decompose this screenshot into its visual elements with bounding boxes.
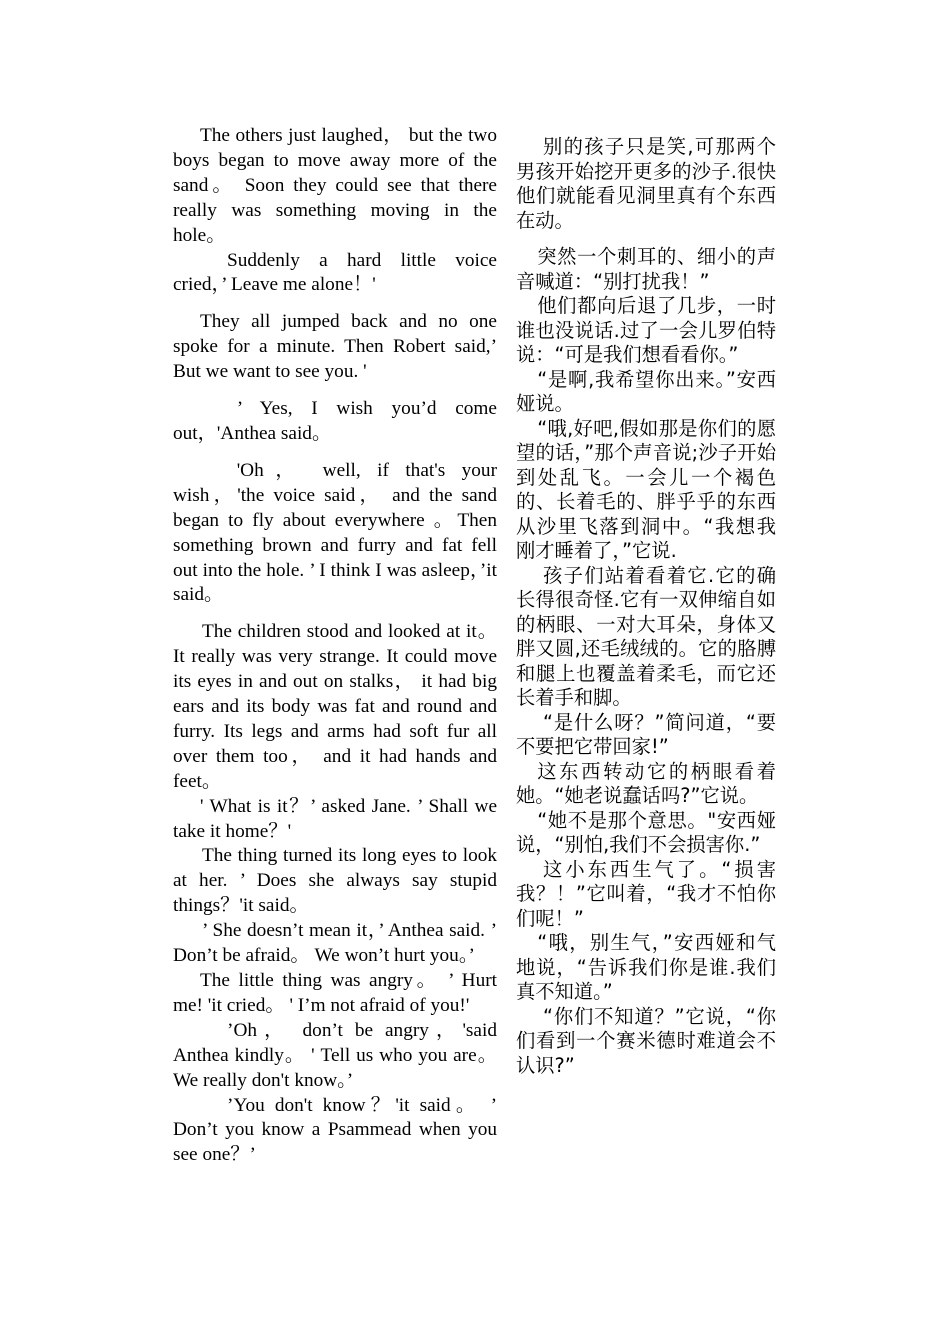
en-paragraph: ’ Yes, I wish you’d come out，'Anthea said。 [173, 398, 497, 444]
en-paragraph: The others just laughed， but the two boys began to move away more of the sand。 Soon they could see that there really was something moving in the hole。 [173, 125, 497, 246]
zh-paragraph: 这小东西生气了。“损害我？！”它叫着，“我才不怕你们呢！” [516, 857, 776, 930]
en-paragraph: They all jumped back and no one spoke for a minute. Then Robert said,’ But we want to see you. ' [173, 311, 497, 383]
zh-paragraph: “是啊,我希望你出来。”安西娅说。 [516, 367, 776, 415]
en-paragraph: ’Oh， don’t be angry，'said Anthea kindly。 ' Tell us who you are。 We really don't know。’ [173, 1019, 497, 1091]
en-paragraph: ’ She doesn’t mean it，’ Anthea said. ’ Don’t be afraid。 We won’t hurt you。’ [173, 920, 497, 967]
en-paragraph: ’You don't know？'it said。 ’ Don’t you know a Psammead when you see one？’ [173, 1094, 497, 1166]
zh-paragraph: 孩子们站着看着它.它的确长得很奇怪.它有一双伸缩自如的柄眼、一对大耳朵，身体又胖又圆,还毛绒绒的。它的胳膊和腿上也覆盖着柔毛，而它还长着手和脚。 [516, 563, 776, 709]
chinese-column [516, 135, 776, 1078]
zh-paragraph: “是什么呀？”简问道，“要不要把它带回家!” [516, 710, 776, 758]
en-paragraph: The little thing was angry。 ’ Hurt me! 'it cried。 ' I’m not afraid of you!' [173, 970, 497, 1016]
zh-paragraph: “你们不知道？”它说，“你们看到一个赛米德时难道会不认识?” [516, 1004, 776, 1077]
zh-paragraph: 他们都向后退了几步，一时谁也没说话.过了一会儿罗伯特说：“可是我们想看看你。” [516, 294, 776, 366]
en-paragraph: Suddenly a hard little voice cried，’ Leave me alone！' [173, 249, 497, 296]
zh-paragraph: 突然一个刺耳的、细小的声音喊道：“别打扰我！” [516, 245, 776, 293]
en-paragraph: 'Oh， well, if that's your wish，'the voice said， and the sand began to fly about everywhere 。Then something brown and furry and fat fell out into the hole. ’ I think I was asleep，’it said。 [173, 459, 497, 606]
zh-paragraph: “哦，别生气，”安西娅和气地说，“告诉我们你是谁.我们真不知道。” [516, 931, 776, 1003]
zh-paragraph: “她不是那个意思。"安西娅说，“别怕,我们不会损害你.” [516, 808, 776, 856]
en-paragraph: The children stood and looked at it。 It really was very strange. It could move its eyes in and out on stalks， it had big ears and its body was fat and round and furry. Its legs and arms had soft fur all over them too， and it had hands and feet。 [173, 621, 497, 792]
zh-paragraph: 别的孩子只是笑,可那两个男孩开始挖开更多的沙子.很快他们就能看见洞里真有个东西在动。 [516, 135, 776, 232]
english-column [173, 124, 497, 1168]
zh-paragraph: 这东西转动它的柄眼看着她。“她老说蠢话吗?”它说。 [516, 759, 776, 807]
zh-paragraph: “哦,好吧,假如那是你们的愿望的话，”那个声音说;沙子开始到处乱飞。一会儿一个褐色的、长着毛的、胖乎乎的东西从沙里飞落到洞中。“我想我刚才睡着了，”它说. [516, 416, 776, 562]
en-paragraph: The thing turned its long eyes to look at her. ’ Does she always say stupid things？'it said。 [173, 845, 497, 917]
en-paragraph: ' What is it？’ asked Jane. ’ Shall we take it home？' [173, 795, 497, 842]
